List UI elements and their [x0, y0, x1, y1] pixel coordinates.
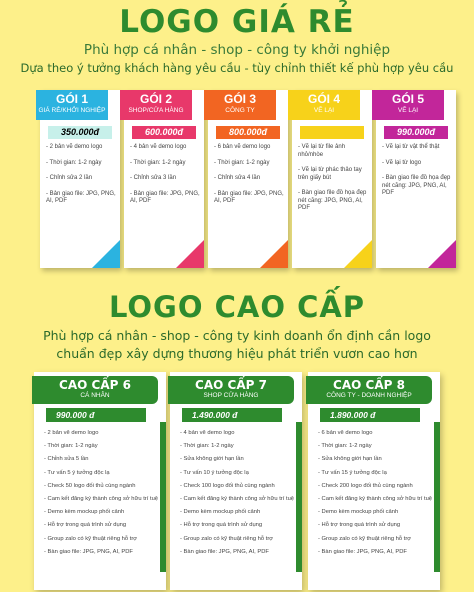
package-name: GÓI 4 — [307, 92, 340, 106]
feature-item: - Bàn giao file: JPG, PNG, AI, PDF — [318, 548, 407, 555]
package-card[interactable] — [208, 90, 288, 268]
feature-item: - Chỉnh sửa 2 lần — [46, 175, 93, 181]
premium-subtitle-2: chuẩn đẹp xây dựng thương hiệu phát triển vươn cao hơn — [56, 346, 418, 361]
feature-item: - Bàn giao file: JPG, PNG, AI, PDF — [44, 548, 133, 555]
feature-list — [382, 144, 452, 206]
feature-item: - Chỉnh sửa 3 lần — [130, 175, 177, 181]
premium-package-tab — [32, 376, 158, 404]
feature-item: - Demo kèm mockup phối cảnh — [318, 509, 399, 516]
feature-item: - Thời gian: 1-2 ngày — [130, 159, 186, 166]
feature-list — [214, 144, 284, 214]
subtitle-1: Phù hợp cá nhân - shop - công ty khởi nghiệp — [83, 42, 391, 58]
feature-item: - Chỉnh sửa 4 lần — [214, 175, 261, 181]
corner-decoration — [428, 240, 456, 268]
premium-package-name: CAO CẤP 7 — [195, 378, 267, 392]
premium-package-price: 1.890.000 đ — [320, 408, 420, 422]
package-card[interactable] — [376, 90, 456, 268]
feature-item: - Bàn giao file đồ họa đẹp nét căng: JPG, PNG, AI, PDF — [298, 190, 367, 211]
feature-item: - Hỗ trợ trong quá trình sử dụng — [180, 522, 263, 529]
package-name: GÓI 1 — [55, 92, 88, 106]
subtitle-2: Dựa theo ý tưởng khách hàng yêu cầu - tùy chỉnh thiết kế phù hợp yêu cầu — [20, 61, 454, 75]
corner-decoration — [176, 240, 204, 268]
feature-item: - Group zalo có kỹ thuật riêng hỗ trợ — [180, 535, 274, 542]
feature-item: - Sửa không giới hạn lần — [318, 456, 382, 463]
page-title: LOGO GIÁ RẺ — [119, 4, 355, 40]
premium-subtitle-1: Phù hợp cá nhân - shop - công ty kinh doanh ổn định cần logo — [43, 328, 431, 343]
package-price: 600.000đ — [132, 126, 196, 139]
corner-decoration — [92, 240, 120, 268]
feature-item: - 2 bản vẽ demo logo — [44, 430, 99, 436]
feature-item: - Sửa không giới hạn lần — [180, 456, 244, 463]
feature-item: - Thời gian: 1-2 ngày — [46, 159, 102, 166]
package-subtitle: VẼ LẠI — [397, 107, 419, 114]
package-price: 800.000đ — [216, 126, 280, 139]
feature-item: - Hỗ trợ trong quá trình sử dụng — [318, 522, 401, 529]
corner-decoration — [260, 240, 288, 268]
premium-package-subtitle: CÁ NHÂN — [80, 392, 110, 399]
feature-item: - Thời gian: 1-2 ngày — [180, 443, 234, 450]
package-tab — [204, 90, 276, 120]
package-tab — [36, 90, 108, 120]
feature-item: - 4 bản vẽ demo logo — [130, 144, 187, 150]
package-tab — [288, 90, 360, 120]
feature-item: - Cam kết đăng ký thành công sở hữu trí tuệ — [44, 495, 159, 502]
package-subtitle: CÔNG TY — [225, 107, 255, 114]
package-subtitle: VẼ LẠI — [313, 107, 335, 114]
feature-item: - Vẽ lại từ phác thảo tay trên giấy bút — [298, 167, 362, 181]
corner-decoration — [344, 240, 372, 268]
package-tab — [372, 90, 444, 120]
feature-item: - Group zalo có kỹ thuật riêng hỗ trợ — [318, 535, 412, 542]
premium-package-tab — [168, 376, 294, 404]
package-card[interactable] — [292, 90, 372, 268]
premium-package-price: 990.000 đ — [46, 408, 146, 422]
premium-title: LOGO CAO CẤP — [108, 290, 366, 324]
feature-item: - Tư vấn 5 ý tưởng độc lạ — [44, 469, 110, 476]
feature-item: - Tư vấn 15 ý tưởng độc lạ — [318, 469, 387, 476]
feature-item: - Demo kèm mockup phối cảnh — [44, 509, 125, 516]
feature-item: - Demo kèm mockup phối cảnh — [180, 509, 261, 516]
premium-package-card[interactable] — [170, 372, 302, 590]
premium-package-card[interactable] — [308, 372, 440, 590]
feature-item: - 2 bản vẽ demo logo — [46, 144, 103, 150]
premium-feature-list — [318, 430, 436, 562]
feature-item: - Cam kết đăng ký thành công sở hữu trí tuệ — [318, 495, 433, 502]
premium-package-card[interactable] — [34, 372, 166, 590]
feature-item: - Check 200 logo đối thủ cùng ngành — [318, 482, 413, 489]
premium-package-subtitle: SHOP CỬA HÀNG — [203, 392, 259, 399]
premium-feature-list — [180, 430, 298, 562]
feature-item: - 4 bản vẽ demo logo — [180, 430, 235, 436]
premium-feature-list — [44, 430, 162, 562]
package-subtitle: SHOP/CỬA HÀNG — [128, 107, 184, 114]
feature-item: - Bản giao file: JPG, PNG, AI, PDF — [130, 190, 200, 204]
package-name: GÓI 3 — [223, 92, 256, 106]
premium-package-name: CAO CẤP 8 — [333, 378, 405, 392]
feature-item: - Thời gian: 1-2 ngày — [318, 443, 372, 450]
feature-item: - Bàn giao file đồ họa đẹp nét căng: JPG, PNG, AI, PDF — [382, 175, 451, 196]
feature-item: - Tư vấn 10 ý tưởng độc lạ — [180, 469, 249, 476]
feature-item: - Vẽ lại từ logo — [382, 159, 422, 166]
package-name: GÓI 5 — [391, 92, 424, 106]
feature-item: - Cam kết đăng ký thành công sở hữu trí tuệ — [180, 495, 295, 502]
package-price: 350.000đ — [48, 126, 112, 139]
feature-item: - Bàn giao file: JPG, PNG, AI, PDF — [180, 548, 269, 555]
package-name: GÓI 2 — [139, 92, 172, 106]
feature-item: - Thời gian: 1-2 ngày — [44, 443, 98, 450]
feature-list — [130, 144, 200, 214]
package-subtitle: GIÁ RẺ/KHỞI NGHIỆP — [38, 107, 106, 114]
premium-package-name: CAO CẤP 6 — [59, 378, 131, 392]
package-price — [300, 126, 364, 139]
feature-item: - Check 100 logo đối thủ cùng ngành — [180, 482, 275, 489]
package-card[interactable] — [40, 90, 120, 268]
feature-item: - Thời gian: 1-2 ngày — [214, 159, 270, 166]
feature-item: - Vẽ lại từ file ảnh nhỏ/nhòe — [298, 144, 346, 158]
package-tab — [120, 90, 192, 120]
premium-package-subtitle: CÔNG TY - DOANH NGHIỆP — [326, 392, 412, 399]
feature-item: - 6 bản vẽ demo logo — [318, 430, 373, 436]
feature-list — [298, 144, 368, 221]
feature-item: - Vẽ lại từ vật thể thật — [382, 144, 440, 150]
feature-item: - Bản giao file: JPG, PNG, AI, PDF — [46, 190, 116, 204]
feature-item: - Check 50 logo đối thủ cùng ngành — [44, 482, 136, 489]
package-price: 990.000đ — [384, 126, 448, 139]
feature-item: - Bản giao file: JPG, PNG, AI, PDF — [214, 190, 284, 204]
feature-item: - Group zalo có kỹ thuật riêng hỗ trợ — [44, 535, 138, 542]
premium-package-price: 1.490.000 đ — [182, 408, 282, 422]
premium-package-tab — [306, 376, 432, 404]
feature-item: - Hỗ trợ trong quá trình sử dụng — [44, 522, 127, 529]
feature-list — [46, 144, 116, 214]
package-card[interactable] — [124, 90, 204, 268]
feature-item: - Chỉnh sửa 5 lần — [44, 456, 89, 463]
feature-item: - 6 bản vẽ demo logo — [214, 144, 271, 150]
